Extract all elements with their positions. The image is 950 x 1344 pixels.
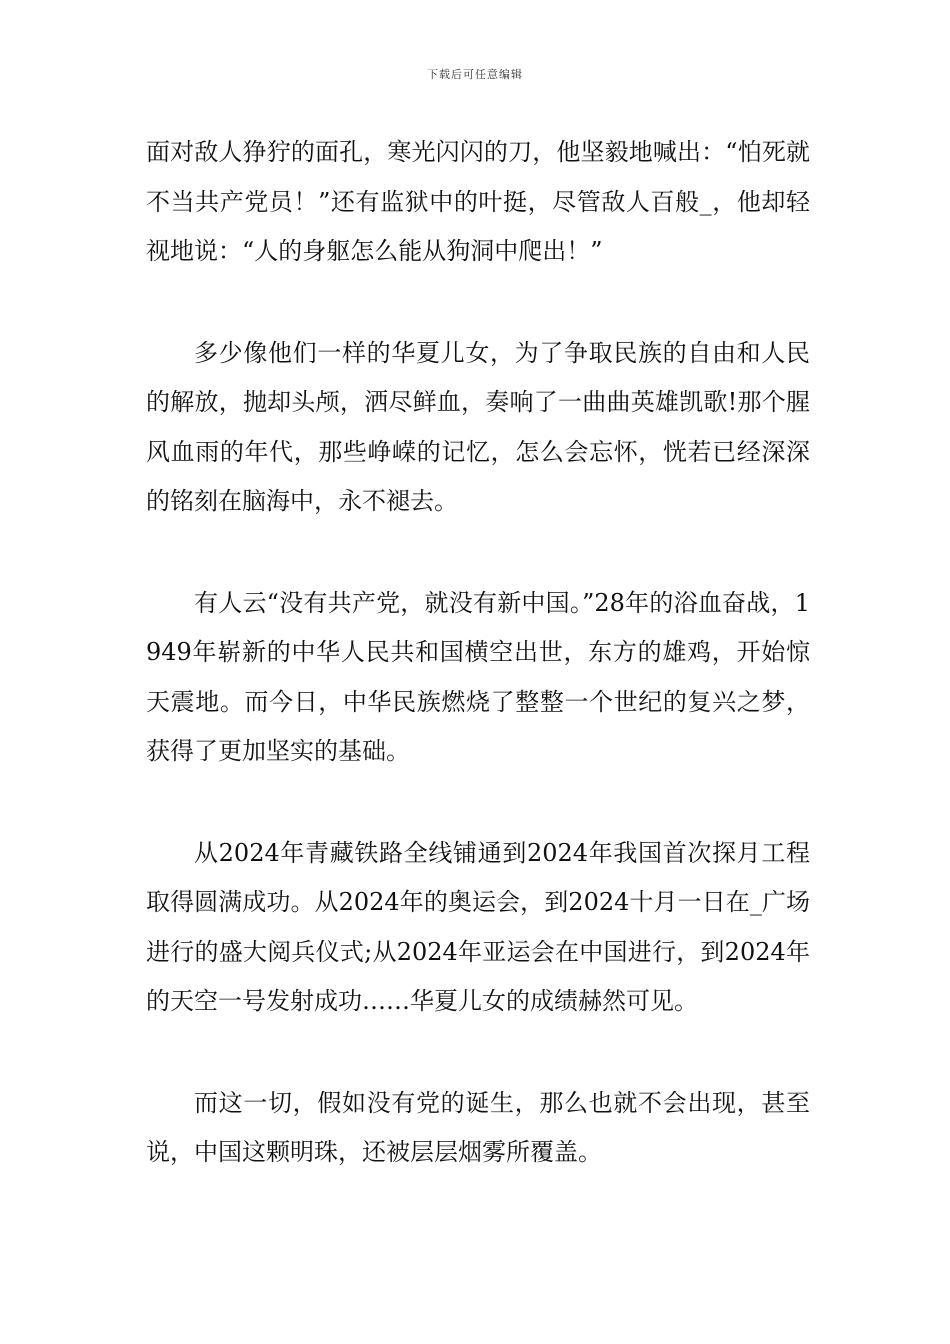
document-body — [146, 128, 810, 1178]
paragraph-gap — [146, 527, 810, 579]
paragraph-gap — [146, 777, 810, 829]
paragraph-1: 面对敌人狰狞的面孔，寒光闪闪的刀，他坚毅地喊出：“怕死就不当共产党员！”还有监狱中的叶挺，尽管敌人百般_，他却轻视地说：“人的身躯怎么能从狗洞中爬出！” — [146, 138, 810, 265]
page-header-note: 下载后可任意编辑 — [427, 68, 523, 81]
paragraph-4: 从2024年青藏铁路全线铺通到2024年我国首次探月工程取得圆满成功。从2024年的奥运会，到2024十月一日在_广场进行的盛大阅兵仪式;从2024年亚运会在中国进行，到2024年的天空一号发射成功……华夏儿女的成绩赫然可见。 — [146, 838, 810, 1015]
paragraph-gap — [146, 1027, 810, 1079]
paragraph-gap — [146, 277, 810, 329]
paragraph-2: 多少像他们一样的华夏儿女，为了争取民族的自由和人民的解放，抛却头颅，洒尽鲜血，奏响了一曲曲英雄凯歌!那个腥风血雨的年代，那些峥嵘的记忆，怎么会忘怀，恍若已经深深的铭刻在脑海中，永不褪去。 — [146, 338, 810, 515]
paragraph-5: 而这一切，假如没有党的诞生，那么也就不会出现，甚至说，中国这颗明珠，还被层层烟雾所覆盖。 — [146, 1088, 810, 1166]
paragraph-3: 有人云“没有共产党，就没有新中国。”28年的浴血奋战，1949年崭新的中华人民共和国横空出世，东方的雄鸡，开始惊天震地。而今日，中华民族燃烧了整整一个世纪的复兴之梦，获得了更加坚实的基础。 — [146, 588, 810, 765]
